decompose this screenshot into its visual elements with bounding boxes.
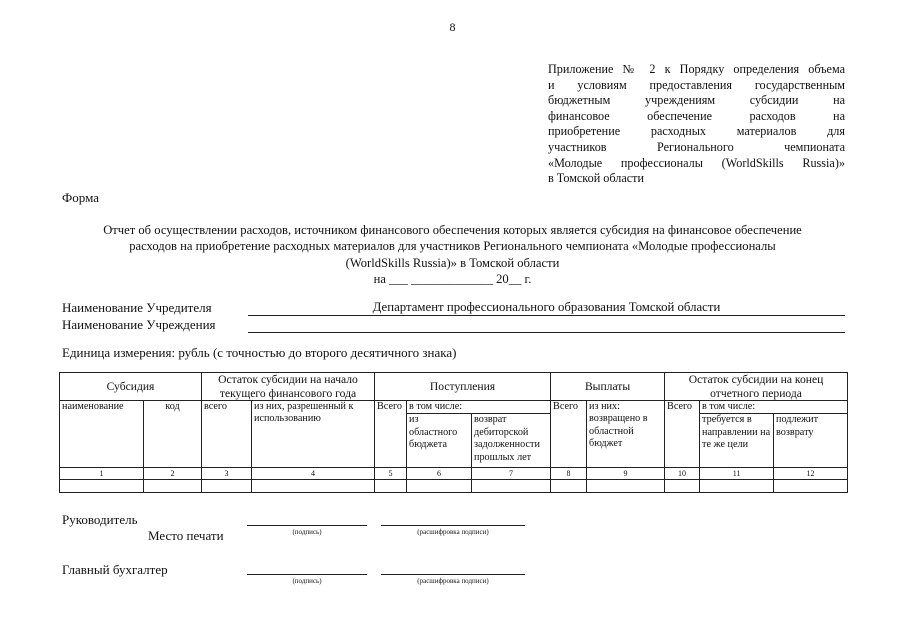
table-row (60, 480, 848, 493)
appendix-line: в Томской области (548, 171, 645, 186)
col-number: 6 (407, 468, 472, 480)
report-title-line: Отчет об осуществлении расходов, источником финансового обеспечения которых является субсидия на финансовое обеспечение (103, 223, 802, 237)
col-number: 1 (60, 468, 144, 480)
accountant-signature-caption: (подпись) (292, 577, 322, 585)
col-payments-total: Всего (551, 401, 587, 468)
table-cell (700, 480, 774, 493)
col-regional-budget: из областного бюджета (407, 414, 472, 468)
col-receipts-including: в том числе: (407, 401, 551, 414)
appendix-line: финансовое обеспечение расходов на (548, 108, 845, 123)
table-cell (144, 480, 202, 493)
table-cell (587, 480, 665, 493)
table-cell (375, 480, 407, 493)
appendix-line: «Молодые профессионалы (WorldSkills Russia)» (548, 155, 845, 170)
col-to-return: подлежит возврату (774, 414, 848, 468)
report-title (50, 222, 855, 288)
col-number: 8 (551, 468, 587, 480)
col-number: 12 (774, 468, 848, 480)
head-decoding-line (381, 525, 525, 526)
col-number: 3 (202, 468, 252, 480)
col-number: 11 (700, 468, 774, 480)
accountant-decoding-line (381, 574, 525, 575)
table-cell (472, 480, 551, 493)
col-name: наименование (60, 401, 144, 468)
head-signature-caption: (подпись) (292, 528, 322, 536)
table-subheader-row (60, 401, 848, 414)
table-cell (551, 480, 587, 493)
institution-underline (248, 332, 845, 333)
header-receipts: Поступления (375, 373, 551, 401)
col-needed-same-purpose: требуется в направлении на те же цели (700, 414, 774, 468)
col-number: 4 (252, 468, 375, 480)
col-number: 5 (375, 468, 407, 480)
accountant-label: Главный бухгалтер (62, 562, 168, 577)
col-opening-allowed: из них, разрешенный к использованию (252, 401, 375, 468)
table-cell (60, 480, 144, 493)
col-opening-total: всего (202, 401, 252, 468)
returned-regional-label: возвращено в областной бюджет (589, 413, 648, 450)
appendix-line: участников Регионального чемпионата (548, 139, 845, 154)
col-closing-total: Всего (665, 401, 700, 468)
table-cell (774, 480, 848, 493)
head-label: Руководитель (62, 512, 138, 527)
appendix-line: и условиям предоставления государственным (548, 77, 845, 92)
appendix-line: Приложение № 2 к Порядку определения объема (548, 62, 845, 76)
table-cell (202, 480, 252, 493)
report-date-line: на ___ _____________ 20__ г. (373, 272, 532, 287)
table-cell (665, 480, 700, 493)
report-title-line: расходов на приобретение расходных материалов для участников Регионального чемпионата «Молодые профессионалы (129, 239, 776, 254)
head-decoding-caption: (расшифровка подписи) (417, 528, 489, 536)
header-payments: Выплаты (551, 373, 665, 401)
form-label: Форма (62, 190, 99, 205)
col-number: 10 (665, 468, 700, 480)
founder-value: Департамент профессионального образования Томской области (372, 300, 721, 314)
table-cell (407, 480, 472, 493)
col-closing-including: в том числе: (700, 401, 848, 414)
stamp-label: Место печати (148, 528, 224, 543)
page-number: 8 (449, 20, 456, 34)
col-number: 2 (144, 468, 202, 480)
report-title-line: (WorldSkills Russia)» в Томской области (345, 255, 560, 270)
of-them-label: из них: (589, 401, 620, 412)
col-receipts-total: Всего (375, 401, 407, 468)
header-closing-balance: Остаток субсидии на конец отчетного периода (665, 373, 848, 401)
accountant-decoding-caption: (расшифровка подписи) (417, 577, 489, 585)
head-signature-line (247, 525, 367, 526)
header-subsidy: Субсидия (60, 373, 202, 401)
appendix-line: приобретение расходных материалов для (548, 124, 845, 139)
appendix-note (548, 62, 845, 187)
accountant-signature-line (247, 574, 367, 575)
institution-label: Наименование Учреждения (62, 317, 216, 332)
col-code: код (144, 401, 202, 468)
table-header-row (60, 373, 848, 401)
appendix-line: бюджетным учреждениям субсидии на (548, 93, 845, 108)
table-cell (252, 480, 375, 493)
founder-label: Наименование Учредителя (62, 300, 212, 315)
col-receivables-return: возврат дебиторской задолженности прошлых лет (472, 414, 551, 468)
units-line: Единица измерения: рубль (с точностью до второго десятичного знака) (62, 345, 457, 360)
report-table (59, 372, 848, 493)
founder-underline (248, 315, 845, 316)
header-opening-balance: Остаток субсидии на начало текущего финансового года (202, 373, 375, 401)
col-payments-returned (587, 401, 665, 468)
table-number-row (60, 468, 848, 480)
col-number: 9 (587, 468, 665, 480)
col-number: 7 (472, 468, 551, 480)
